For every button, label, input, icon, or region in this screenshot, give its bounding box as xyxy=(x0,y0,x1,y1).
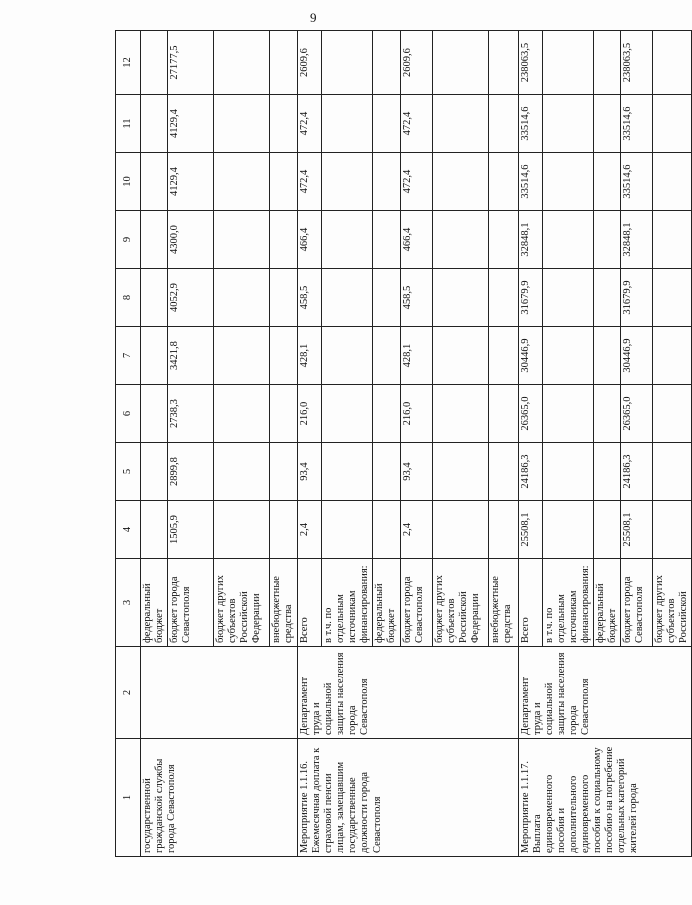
source-label-cell: федеральный бюджет xyxy=(593,559,620,647)
source-label-cell: федеральный бюджет xyxy=(373,559,400,647)
value-cell xyxy=(488,501,518,559)
value-cell xyxy=(270,501,298,559)
value-cell xyxy=(542,501,593,559)
value-cell xyxy=(373,385,400,443)
value-cell xyxy=(373,211,400,269)
financing-table xyxy=(115,30,692,857)
executor-cell: Департамент труда и социальной защиты населения города Севастополя xyxy=(298,647,518,739)
value-cell: 472,4 xyxy=(298,95,322,153)
value-cell xyxy=(214,443,270,501)
source-label-cell: в т.ч. по отдельным источникам финансирования: xyxy=(542,559,593,647)
value-cell: 466,4 xyxy=(298,211,322,269)
header-row xyxy=(116,31,141,857)
value-cell xyxy=(270,327,298,385)
header-cell: 3 xyxy=(116,559,141,647)
value-cell xyxy=(542,327,593,385)
value-cell: 458,5 xyxy=(298,269,322,327)
value-cell xyxy=(593,269,620,327)
value-cell xyxy=(373,443,400,501)
value-cell xyxy=(322,269,373,327)
source-label-cell: бюджет других субъектов Российской xyxy=(652,559,691,647)
measure-name-cell: государственной гражданской службы города Севастополя xyxy=(141,739,298,857)
value-cell xyxy=(488,211,518,269)
header-cell: 11 xyxy=(116,95,141,153)
value-cell xyxy=(432,95,488,153)
value-cell xyxy=(141,443,168,501)
measure-name-cell: Мероприятие 1.1.17. Выплата единовременного пособия и дополнительного единовременного пособия к социальному пособию на погребение отдельных категорий жителей города xyxy=(518,739,692,857)
source-label-cell: внебюджетные средства xyxy=(270,559,298,647)
value-cell xyxy=(432,385,488,443)
value-cell xyxy=(373,327,400,385)
value-cell xyxy=(488,153,518,211)
value-cell xyxy=(214,31,270,95)
value-cell xyxy=(270,95,298,153)
value-cell: 31679,9 xyxy=(620,269,652,327)
source-label-cell: бюджет города Севастополя xyxy=(620,559,652,647)
value-cell xyxy=(488,31,518,95)
value-cell xyxy=(542,95,593,153)
value-cell xyxy=(322,385,373,443)
value-cell xyxy=(432,153,488,211)
value-cell xyxy=(270,443,298,501)
value-cell xyxy=(593,211,620,269)
value-cell: 32848,1 xyxy=(620,211,652,269)
value-cell: 24186,3 xyxy=(518,443,542,501)
value-cell xyxy=(373,501,400,559)
value-cell xyxy=(322,95,373,153)
value-cell: 428,1 xyxy=(400,327,432,385)
value-cell: 472,4 xyxy=(400,95,432,153)
value-cell xyxy=(322,211,373,269)
value-cell: 458,5 xyxy=(400,269,432,327)
value-cell xyxy=(432,443,488,501)
rotated-table-wrapper xyxy=(115,37,689,857)
value-cell xyxy=(432,501,488,559)
value-cell xyxy=(542,153,593,211)
value-cell: 25508,1 xyxy=(620,501,652,559)
value-cell xyxy=(214,95,270,153)
header-cell: 8 xyxy=(116,269,141,327)
table-body xyxy=(116,31,692,857)
value-cell: 25508,1 xyxy=(518,501,542,559)
value-cell xyxy=(141,269,168,327)
source-label-cell: бюджет других субъектов Российской Федерации xyxy=(432,559,488,647)
value-cell xyxy=(652,327,691,385)
value-cell: 472,4 xyxy=(298,153,322,211)
header-cell: 9 xyxy=(116,211,141,269)
value-cell: 1505,9 xyxy=(168,501,214,559)
header-cell: 6 xyxy=(116,385,141,443)
value-cell: 466,4 xyxy=(400,211,432,269)
value-cell xyxy=(652,269,691,327)
value-cell xyxy=(141,211,168,269)
value-cell: 2,4 xyxy=(400,501,432,559)
header-cell: 1 xyxy=(116,739,141,857)
value-cell xyxy=(141,327,168,385)
value-cell xyxy=(652,385,691,443)
value-cell: 93,4 xyxy=(298,443,322,501)
value-cell: 216,0 xyxy=(400,385,432,443)
value-cell: 24186,3 xyxy=(620,443,652,501)
header-cell: 7 xyxy=(116,327,141,385)
value-cell xyxy=(141,95,168,153)
value-cell xyxy=(593,31,620,95)
value-cell xyxy=(542,443,593,501)
value-cell xyxy=(593,385,620,443)
value-cell xyxy=(322,31,373,95)
value-cell xyxy=(270,211,298,269)
value-cell xyxy=(593,327,620,385)
table-row xyxy=(298,31,322,857)
value-cell xyxy=(488,385,518,443)
table-row xyxy=(518,31,542,857)
value-cell: 2738,3 xyxy=(168,385,214,443)
value-cell: 33514,6 xyxy=(518,95,542,153)
value-cell xyxy=(214,385,270,443)
value-cell: 4300,0 xyxy=(168,211,214,269)
value-cell xyxy=(593,443,620,501)
value-cell: 2609,6 xyxy=(400,31,432,95)
value-cell xyxy=(373,95,400,153)
value-cell: 33514,6 xyxy=(620,153,652,211)
value-cell xyxy=(542,31,593,95)
value-cell: 472,4 xyxy=(400,153,432,211)
value-cell xyxy=(542,269,593,327)
source-label-cell: бюджет города Севастополя xyxy=(400,559,432,647)
value-cell xyxy=(270,153,298,211)
value-cell: 238063,5 xyxy=(620,31,652,95)
value-cell: 428,1 xyxy=(298,327,322,385)
value-cell xyxy=(322,443,373,501)
value-cell: 26365,0 xyxy=(518,385,542,443)
header-cell: 12 xyxy=(116,31,141,95)
value-cell xyxy=(652,443,691,501)
value-cell xyxy=(214,327,270,385)
value-cell: 93,4 xyxy=(400,443,432,501)
value-cell xyxy=(542,211,593,269)
value-cell: 3421,8 xyxy=(168,327,214,385)
value-cell xyxy=(322,327,373,385)
value-cell xyxy=(652,501,691,559)
value-cell: 216,0 xyxy=(298,385,322,443)
value-cell xyxy=(488,269,518,327)
source-label-cell: бюджет других субъектов Российской Федерации xyxy=(214,559,270,647)
value-cell xyxy=(652,95,691,153)
value-cell xyxy=(432,327,488,385)
value-cell: 238063,5 xyxy=(518,31,542,95)
value-cell xyxy=(141,501,168,559)
value-cell xyxy=(270,269,298,327)
value-cell xyxy=(593,501,620,559)
measure-name-cell: Мероприятие 1.1.16. Ежемесячная доплата к страховой пенсии лицам, замещавшим государственные должности города Севастополя xyxy=(298,739,518,857)
value-cell xyxy=(432,211,488,269)
header-cell: 4 xyxy=(116,501,141,559)
value-cell xyxy=(270,31,298,95)
value-cell: 33514,6 xyxy=(620,95,652,153)
value-cell xyxy=(141,385,168,443)
value-cell: 33514,6 xyxy=(518,153,542,211)
value-cell xyxy=(141,31,168,95)
value-cell xyxy=(373,31,400,95)
value-cell: 2899,8 xyxy=(168,443,214,501)
page-number: 9 xyxy=(310,10,317,25)
table-row xyxy=(141,31,168,857)
value-cell xyxy=(593,95,620,153)
source-label-cell: Всего xyxy=(298,559,322,647)
value-cell xyxy=(373,153,400,211)
value-cell xyxy=(488,327,518,385)
value-cell xyxy=(652,211,691,269)
source-label-cell: внебюджетные средства xyxy=(488,559,518,647)
value-cell: 27177,5 xyxy=(168,31,214,95)
header-cell: 10 xyxy=(116,153,141,211)
value-cell: 2,4 xyxy=(298,501,322,559)
value-cell: 4129,4 xyxy=(168,153,214,211)
value-cell: 26365,0 xyxy=(620,385,652,443)
header-cell: 2 xyxy=(116,647,141,739)
value-cell xyxy=(542,385,593,443)
value-cell xyxy=(141,153,168,211)
executor-cell xyxy=(141,647,298,739)
value-cell xyxy=(214,211,270,269)
value-cell xyxy=(593,153,620,211)
value-cell xyxy=(652,31,691,95)
value-cell xyxy=(214,501,270,559)
value-cell: 30446,9 xyxy=(518,327,542,385)
source-label-cell: Всего xyxy=(518,559,542,647)
value-cell xyxy=(373,269,400,327)
value-cell xyxy=(432,31,488,95)
value-cell: 31679,9 xyxy=(518,269,542,327)
value-cell: 4129,4 xyxy=(168,95,214,153)
value-cell: 4052,9 xyxy=(168,269,214,327)
value-cell xyxy=(488,95,518,153)
source-label-cell: в т.ч. по отдельным источникам финансирования: xyxy=(322,559,373,647)
value-cell xyxy=(322,153,373,211)
value-cell: 32848,1 xyxy=(518,211,542,269)
header-cell: 5 xyxy=(116,443,141,501)
value-cell xyxy=(652,153,691,211)
value-cell: 30446,9 xyxy=(620,327,652,385)
value-cell xyxy=(488,443,518,501)
executor-cell: Департамент труда и социальной защиты населения города Севастополя xyxy=(518,647,692,739)
value-cell xyxy=(214,269,270,327)
value-cell xyxy=(270,385,298,443)
source-label-cell: федеральный бюджет xyxy=(141,559,168,647)
value-cell xyxy=(322,501,373,559)
value-cell xyxy=(432,269,488,327)
value-cell xyxy=(214,153,270,211)
source-label-cell: бюджет города Севастополя xyxy=(168,559,214,647)
value-cell: 2609,6 xyxy=(298,31,322,95)
